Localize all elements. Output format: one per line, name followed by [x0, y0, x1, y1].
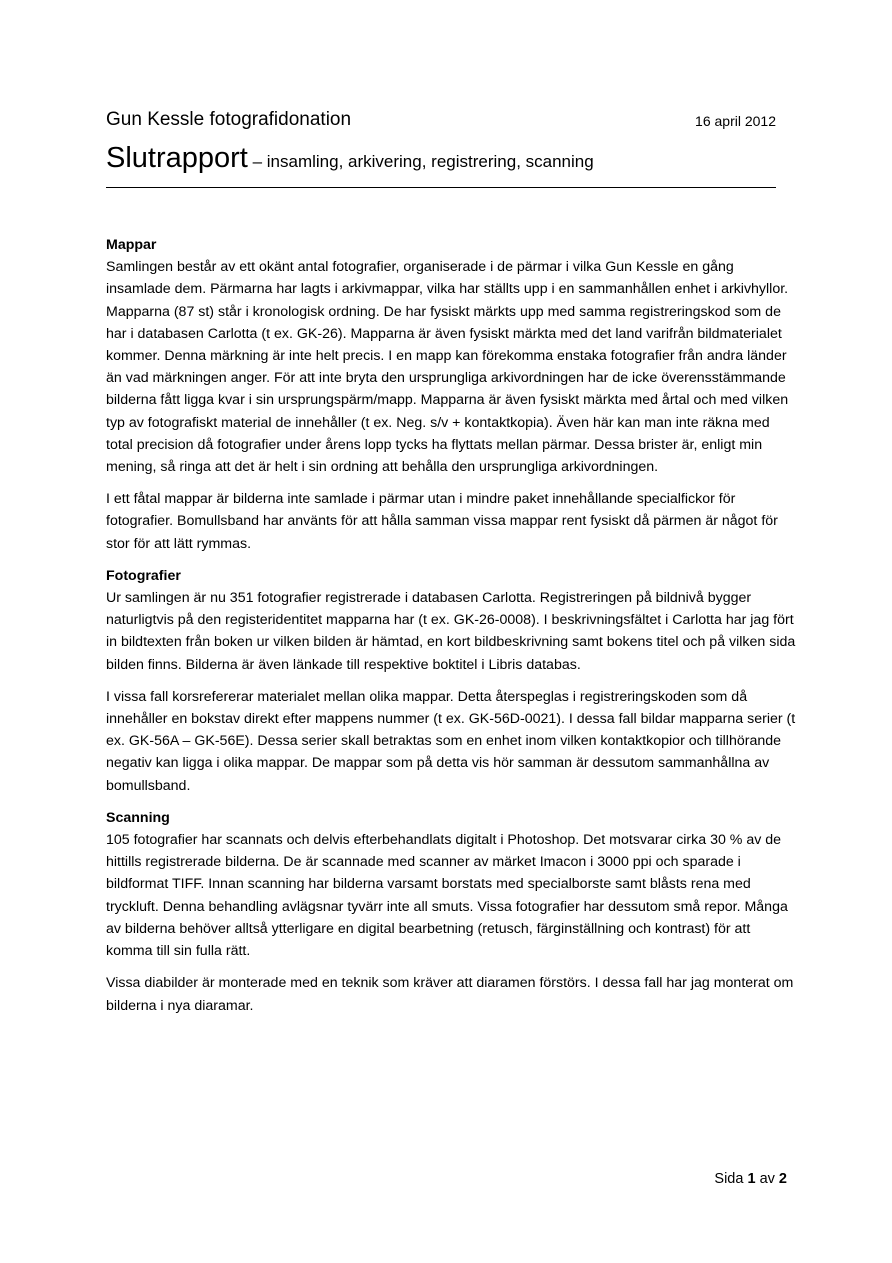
document-body — [106, 234, 796, 1027]
section-fotografier — [106, 565, 796, 797]
section-heading: Mappar — [106, 237, 157, 253]
title-subtitle: – insamling, arkivering, registrering, scanning — [247, 152, 594, 171]
document-subject: Gun Kessle fotografidonation — [106, 109, 352, 130]
page-number — [714, 1170, 787, 1188]
document-header — [106, 108, 776, 134]
section-mappar — [106, 234, 796, 555]
page-number-current: 1 — [747, 1171, 756, 1187]
paragraph: Ur samlingen är nu 351 fotografier registrerade i databasen Carlotta. Registreringen på bildnivå bygger naturligtvis på den registeridentitet mapparna har (t ex. GK-26-0008). I beskrivningsfältet i Carlotta har jag fört in bildtexten från boken ur vilken bilden är hämtad, en kort bildbeskrivning samt bokens titel och på vilken sida bilden finns. Bilderna är även länkade till respektive boktitel i Libris databas. — [106, 590, 796, 673]
document-date: 16 april 2012 — [695, 113, 776, 129]
document-title — [106, 139, 776, 181]
page-number-total: 2 — [778, 1171, 787, 1187]
paragraph: Samlingen består av ett okänt antal fotografier, organiserade i de pärmar i vilka Gun Kessle en gång insamlade dem. Pärmarna har lagts i arkivmappar, vilka har ställts upp i en sammanhållen enhet i arkivhyllor. Mapparna (87 st) står i kronologisk ordning. De har fysiskt märkts upp med samma registreringskod som de har i databasen Carlotta (t ex. GK-26). Mapparna är även fysiskt märkta med det land varifrån bildmaterialet kommer. Denna märkning är inte helt precis. I en mapp kan förekomma enstaka fotografier från andra länder än vad märkningen anger. För att inte bryta den ursprungliga arkivordningen har de icke överensstämmande bilderna fått ligga kvar i sin ursprungspärm/mapp. Mapparna är även fysiskt märkta med årtal och med vilken typ av fotografiskt material de innehåller (t ex. Neg. s/v + kontaktkopia). Även här kan man inte räkna med total precision då fotografier under årens lopp tycks ha flyttats mellan pärmar. Dessa brister är, enligt min mening, så ringa att det är helt i sin ordning att behålla den ursprungliga arkivordningen. — [106, 259, 789, 476]
paragraph: Vissa diabilder är monterade med en teknik som kräver att diaramen förstörs. I dessa fall har jag monterat om bilderna i nya diaramar. — [106, 975, 794, 1014]
section-heading: Fotografier — [106, 567, 181, 584]
page-number-middle: av — [755, 1171, 779, 1187]
section-scanning — [106, 807, 796, 1017]
section-heading: Scanning — [106, 809, 170, 826]
paragraph: 105 fotografier har scannats och delvis efterbehandlats digitalt i Photoshop. Det motsvarar cirka 30 % av de hittills registrerade bilderna. De är scannade med scanner av märket Imacon i 3000 ppi och sparade i bildformat TIFF. Innan scanning har bilderna varsamt borstats med specialborste samt blåsts rena med tryckluft. Denna behandling avlägsnar tyvärr inte all smuts. Vissa fotografier har dessutom små repor. Många av bilderna behöver alltså ytterligare en digital bearbetning (retusch, färginställning och kontrast) för att komma till sin fulla rätt. — [106, 832, 788, 960]
paragraph: I ett fåtal mappar är bilderna inte samlade i pärmar utan i mindre paket innehållande specialfickor för fotografier. Bomullsband har använts för att hålla samman vissa mappar rent fysiskt då pärmen är något för stor för att lätt rymmas. — [106, 491, 778, 552]
title-main: Slutrapport — [106, 142, 248, 174]
header-divider — [106, 187, 776, 188]
page-number-prefix: Sida — [714, 1171, 748, 1187]
paragraph: I vissa fall korsrefererar materialet mellan olika mappar. Detta återspeglas i registreringskoden som då innehåller en bokstav direkt efter mappens nummer (t ex. GK-56D-0021). I dessa fall bildar mapparna serier (t ex. GK-56A – GK-56E). Dessa serier skall betraktas som en enhet inom vilken kontaktkopior och tillhörande negativ kan ligga i olika mappar. De mappar som på detta vis hör samman är dessutom sammanhållna av bomullsband. — [106, 688, 796, 794]
